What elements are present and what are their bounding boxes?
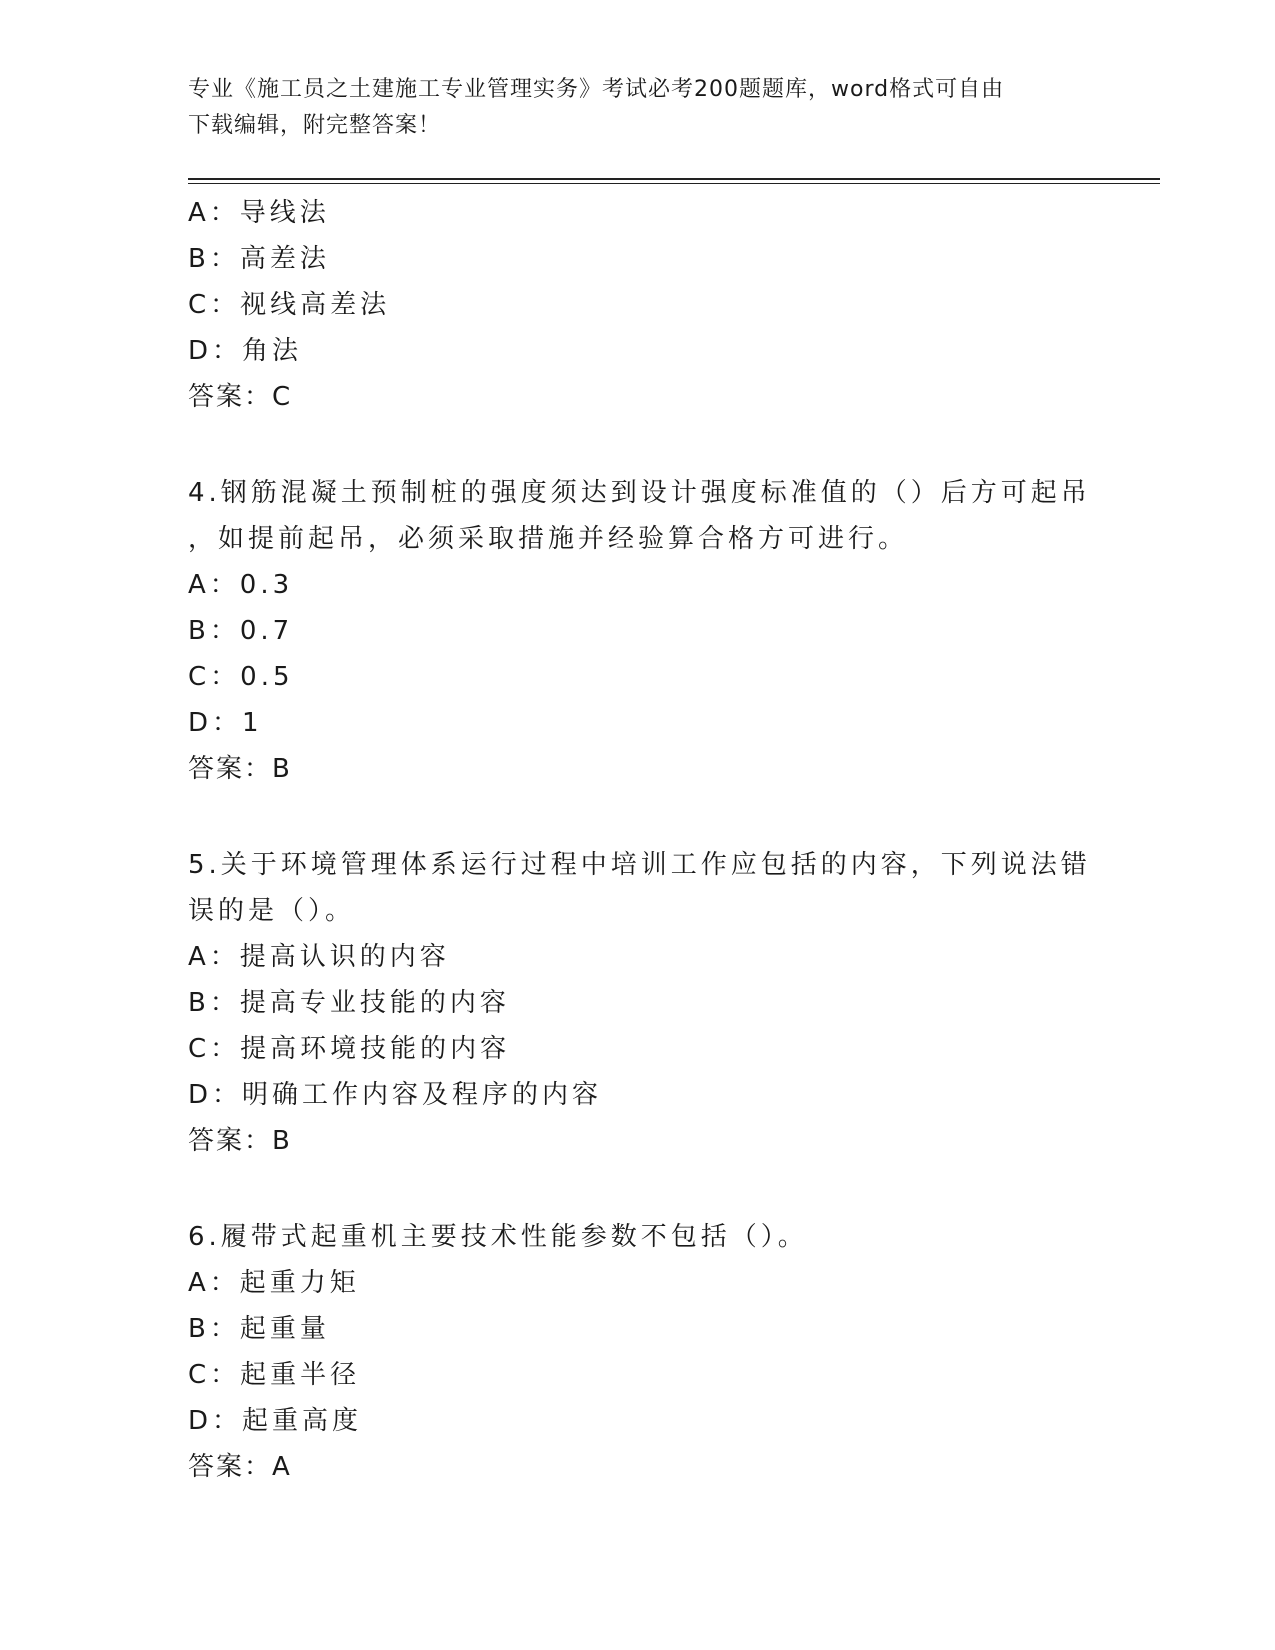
option-d: D：起重高度 (188, 1406, 363, 1436)
option-a: A：导线法 (188, 198, 330, 228)
header-line-2: 下载编辑，附完整答案！ (188, 113, 442, 138)
answer: 答案：B (188, 1126, 292, 1156)
question-block-5 (188, 842, 1091, 1164)
option-b: B：0.7 (188, 616, 294, 646)
question-text-line: 6.履带式起重机主要技术性能参数不包括（）。 (188, 1222, 808, 1252)
answer: 答案：C (188, 382, 293, 412)
option-a: A：起重力矩 (188, 1268, 360, 1298)
option-c: C：起重半径 (188, 1360, 361, 1390)
option-d: D：1 (188, 708, 263, 738)
document-body (188, 190, 1091, 1490)
question-block-3 (188, 190, 1088, 420)
question-text-line: 5.关于环境管理体系运行过程中培训工作应包括的内容，下列说法错 (188, 850, 1091, 880)
header-divider-thick (188, 178, 1160, 180)
option-b: B：提高专业技能的内容 (188, 988, 510, 1018)
answer: 答案：A (188, 1452, 292, 1482)
document-header (188, 72, 1088, 144)
option-c: C：提高环境技能的内容 (188, 1034, 511, 1064)
option-c: C：视线高差法 (188, 290, 391, 320)
option-c: C：0.5 (188, 662, 294, 692)
question-text-line: ，如提前起吊，必须采取措施并经验算合格方可进行。 (188, 524, 909, 554)
question-text-line: 4.钢筋混凝土预制桩的强度须达到设计强度标准值的（）后方可起吊 (188, 478, 1091, 508)
question-block-6 (188, 1214, 1088, 1490)
option-a: A：0.3 (188, 570, 294, 600)
answer: 答案：B (188, 754, 292, 784)
option-d: D：明确工作内容及程序的内容 (188, 1080, 603, 1110)
header-line-1: 专业《施工员之土建施工专业管理实务》考试必考200题题库，word格式可自由 (188, 77, 1005, 102)
option-b: B：起重量 (188, 1314, 330, 1344)
question-block-4 (188, 470, 1091, 792)
header-divider-thin (188, 183, 1160, 184)
option-b: B：高差法 (188, 244, 330, 274)
option-d: D：角法 (188, 336, 303, 366)
question-text-line: 误的是（）。 (188, 896, 356, 926)
option-a: A：提高认识的内容 (188, 942, 450, 972)
